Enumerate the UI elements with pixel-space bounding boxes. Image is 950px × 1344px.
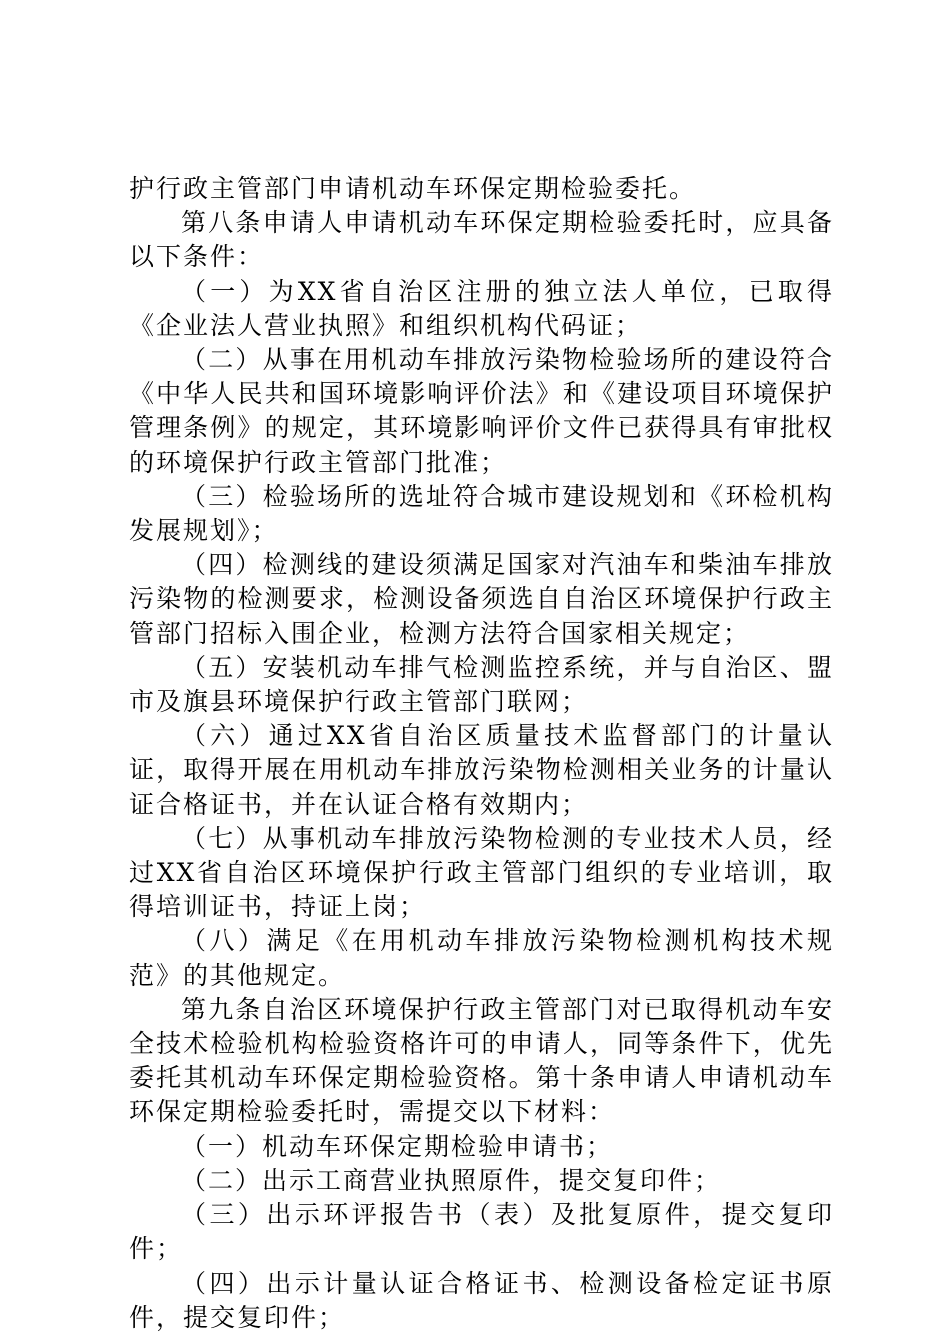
paragraph-material-2: （二）出示工商营业执照原件，提交复印件； xyxy=(181,1165,722,1195)
paragraph-condition-1: （一）为XX省自治区注册的独立法人单位，已取得《企业法人营业执照》和组织机构代码证； xyxy=(129,276,834,340)
paragraph-article-9-10: 第九条自治区环境保护行政主管部门对已取得机动车安全技术检验机构检验资格许可的申请人，同等条件下，优先委托其机动车环保定期检验资格。第十条申请人申请机动车环保定期检验委托时，需提交以下材料： xyxy=(129,994,834,1127)
paragraph-material-4: （四）出示计量认证合格证书、检测设备检定证书原件，提交复印件； xyxy=(129,1268,834,1332)
paragraph-material-3: （三）出示环评报告书（表）及批复原件，提交复印件； xyxy=(129,1200,834,1264)
paragraph-condition-3: （三）检验场所的选址符合城市建设规划和《环检机构发展规划》； xyxy=(129,481,834,546)
paragraph-condition-7: （七）从事机动车排放污染物检测的专业技术人员，经过XX省自治区环境保护行政主管部门组织的专业培训，取得培训证书，持证上岗； xyxy=(129,823,834,922)
document-body xyxy=(129,172,834,1335)
paragraph-continuation: 护行政主管部门申请机动车环保定期检验委托。 xyxy=(129,174,697,203)
paragraph-condition-2: （二）从事在用机动车排放污染物检验场所的建设符合《中华人民共和国环境影响评价法》和《建设项目环境保护管理条例》的规定，其环境影响评价文件已获得具有审批权的环境保护行政主管部门批准； xyxy=(129,345,834,477)
paragraph-condition-5: （五）安装机动车排气检测监控系统，并与自治区、盟市及旗县环境保护行政主管部门联网； xyxy=(129,652,834,717)
paragraph-condition-6: （六）通过XX省自治区质量技术监督部门的计量认证，取得开展在用机动车排放污染物检测相关业务的计量认证合格证书，并在认证合格有效期内； xyxy=(129,721,834,819)
paragraph-article-8: 第八条申请人申请机动车环保定期检验委托时，应具备以下条件： xyxy=(129,208,834,272)
paragraph-condition-4: （四）检测线的建设须满足国家对汽油车和柴油车排放污染物的检测要求，检测设备须选自自治区环境保护行政主管部门招标入围企业，检测方法符合国家相关规定； xyxy=(129,550,834,648)
paragraph-condition-8: （八）满足《在用机动车排放污染物检测机构技术规范》的其他规定。 xyxy=(129,926,834,990)
paragraph-material-1: （一）机动车环保定期检验申请书； xyxy=(181,1131,614,1161)
